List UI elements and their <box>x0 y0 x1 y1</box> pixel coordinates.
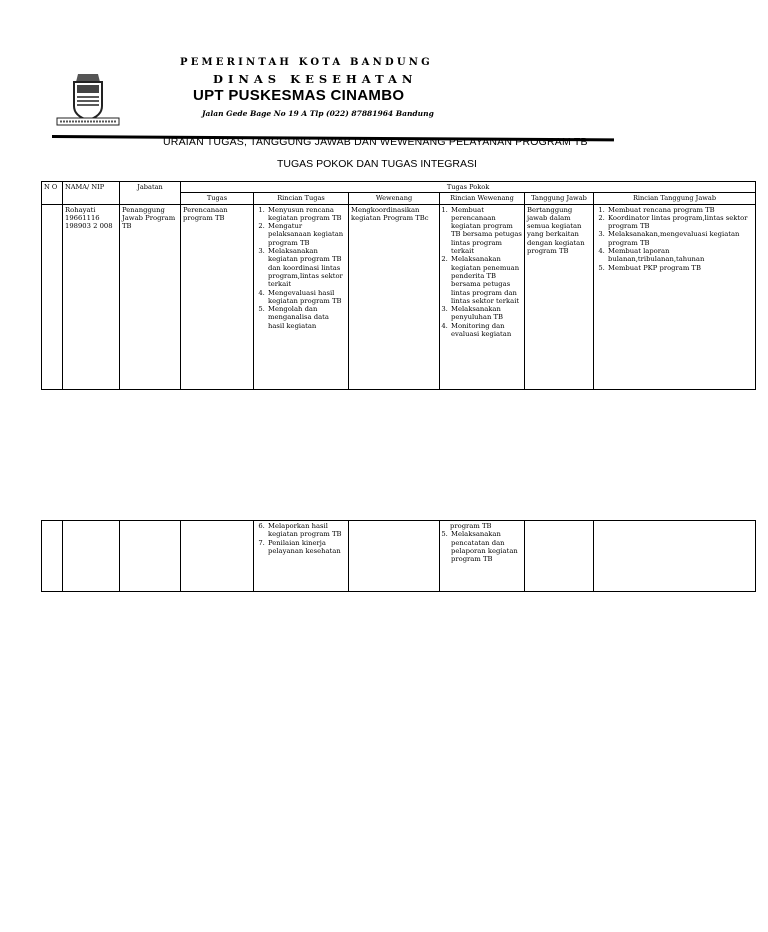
rincian-tugas-list <box>256 206 346 330</box>
cell-wewenang: Mengkoordinasikan kegiatan Program TBc <box>349 204 440 389</box>
address-line: Jalan Gede Bage No 19 A Tlp (022) 87881964 Bandung <box>202 109 434 118</box>
list-item: 2. Melaksanakan kegiatan penemuan penderita TB bersama petugas lintas program dan lintas sektor terkait <box>450 255 522 305</box>
cell-no <box>42 204 63 389</box>
bandung-city-emblem-icon <box>56 70 120 128</box>
cell-rincian-wewenang <box>440 521 525 592</box>
cell-tugas: Perencanaan program TB <box>181 204 254 389</box>
header-tugas: Tugas <box>181 193 254 204</box>
list-item: 1. Membuat rencana program TB <box>607 206 753 214</box>
list-item: 2. Mengatur pelaksanaan kegiatan program TB <box>267 222 346 247</box>
rincian-tugas-list <box>256 522 346 555</box>
list-item: 1. Membuat perencanaan kegiatan program TB bersama petugas lintas program terkait <box>450 206 522 256</box>
cell-rincian-tugas <box>254 204 349 389</box>
list-item: 3. Melaksanakan,mengevaluasi kegiatan program TB <box>607 230 753 247</box>
cell-rincian-tanggung-jawab <box>594 521 756 592</box>
cell-no <box>42 521 63 592</box>
employee-nip: 19661116 198903 2 008 <box>65 213 113 231</box>
cell-wewenang <box>349 521 440 592</box>
cell-rincian-tanggung-jawab <box>594 204 756 389</box>
rincian-tanggung-jawab-list <box>596 206 753 272</box>
header-rincian-wewenang: Rincian Wewenang <box>440 193 525 204</box>
header-tanggung-jawab: Tanggung Jawab <box>525 193 594 204</box>
rincian-wewenang-list <box>442 530 522 563</box>
duty-table <box>41 181 756 390</box>
header-nama-nip: NAMA/ NIP <box>63 182 120 205</box>
list-item: 5. Membuat PKP program TB <box>607 264 753 272</box>
list-item: 5. Melaksanakan pencatatan dan pelaporan kegiatan program TB <box>450 530 522 563</box>
list-item: 4. Mengevaluasi hasil kegiatan program TB <box>267 289 346 306</box>
table-header-row <box>42 182 756 193</box>
list-item: 6. Melaporkan hasil kegiatan program TB <box>267 522 346 539</box>
header-rincian-tugas: Rincian Tugas <box>254 193 349 204</box>
rincian-wewenang-list <box>442 206 522 339</box>
header-wewenang: Wewenang <box>349 193 440 204</box>
rincian-wewenang-continued-text: program TB <box>450 522 492 530</box>
list-item: 7. Penilaian kinerja pelayanan kesehatan <box>267 539 346 556</box>
table-row <box>42 521 756 592</box>
cell-jabatan <box>120 521 181 592</box>
header-tugas-pokok: Tugas Pokok <box>181 182 756 193</box>
cell-tugas <box>181 521 254 592</box>
list-item: 4. Monitoring dan evaluasi kegiatan <box>450 322 522 339</box>
header-jabatan: Jabatan <box>120 182 181 205</box>
table-row <box>42 204 756 389</box>
list-item: 4. Membuat laporan bulanan,tribulanan,tahunan <box>607 247 753 264</box>
list-item: 1. Menyusun rencana kegiatan program TB <box>267 206 346 223</box>
cell-jabatan: Penanggung Jawab Program TB <box>120 204 181 389</box>
cell-rincian-wewenang <box>440 204 525 389</box>
employee-name: Rohayati <box>65 205 96 214</box>
cell-nama-nip <box>63 521 120 592</box>
cell-nama-nip <box>63 204 120 389</box>
government-name: PEMERINTAH KOTA BANDUNG <box>180 57 433 68</box>
document-title: URAIAN TUGAS, TANGGUNG JAWAB DAN WEWENANG PELAYANAN PROGRAM TB <box>163 136 588 148</box>
header-no: N O <box>42 182 63 205</box>
cell-tanggung-jawab: Bertanggung jawab dalam semua kegiatan yang berkaitan dengan kegiatan program TB <box>525 204 594 389</box>
list-item: 5. Mengolah dan menganalisa data hasil kegiatan <box>267 305 346 330</box>
document-subtitle: TUGAS POKOK DAN TUGAS INTEGRASI <box>277 158 477 170</box>
list-item: 3. Melaksanakan penyuluhan TB <box>450 305 522 322</box>
duty-table-continuation <box>41 520 756 592</box>
header-rincian-tanggung-jawab: Rincian Tanggung Jawab <box>594 193 756 204</box>
cell-tanggung-jawab <box>525 521 594 592</box>
department-name: DINAS KESEHATAN <box>213 72 418 86</box>
list-item: 3. Melaksanakan kegiatan program TB dan koordinasi lintas program,lintas sektor terkait <box>267 247 346 288</box>
cell-rincian-tugas <box>254 521 349 592</box>
unit-name: UPT PUSKESMAS CINAMBO <box>193 87 405 104</box>
list-item: 2. Koordinator lintas program,lintas sektor program TB <box>607 214 753 231</box>
